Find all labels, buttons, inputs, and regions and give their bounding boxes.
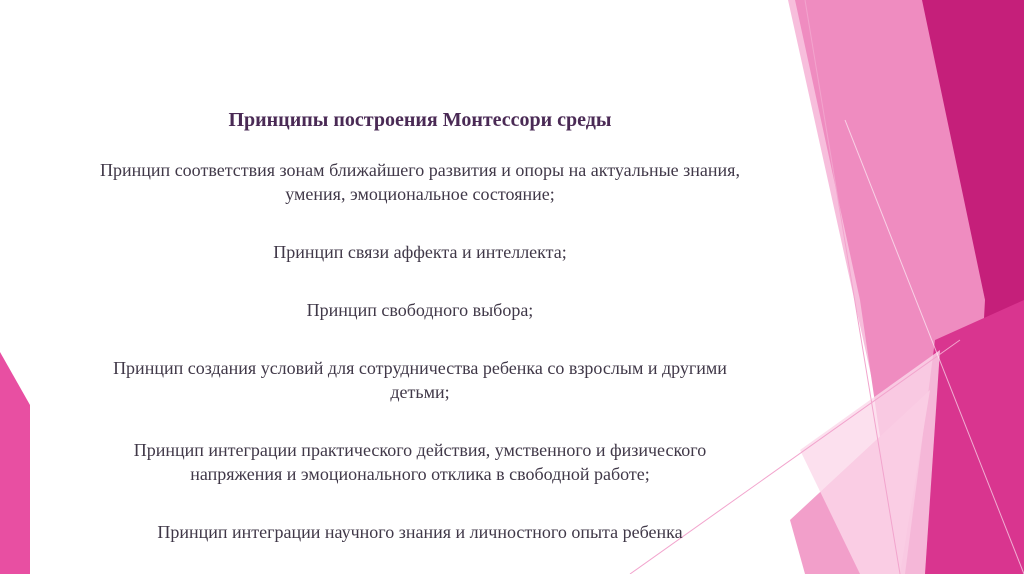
principle-2: Принцип связи аффекта и интеллекта; xyxy=(273,242,567,262)
principle-5: Принцип интеграции практического действия, умственного и физического напряжения и эмоционального отклика в свободной работе; xyxy=(133,440,707,484)
left-accent-strip xyxy=(0,352,30,574)
principle-1: Принцип соответствия зонам ближайшего развития и опоры на актуальные знания, умения, эмоциональное состояние; xyxy=(100,160,740,204)
slide-title: Принципы построения Монтессори среды xyxy=(228,109,612,131)
principle-3: Принцип свободного выбора; xyxy=(306,300,534,320)
slide-content xyxy=(100,100,740,574)
principle-6: Принцип интеграции научного знания и личностного опыта ребенка xyxy=(157,522,683,542)
principle-4: Принцип создания условий для сотрудничества ребенка со взрослым и другими детьми; xyxy=(113,358,727,402)
